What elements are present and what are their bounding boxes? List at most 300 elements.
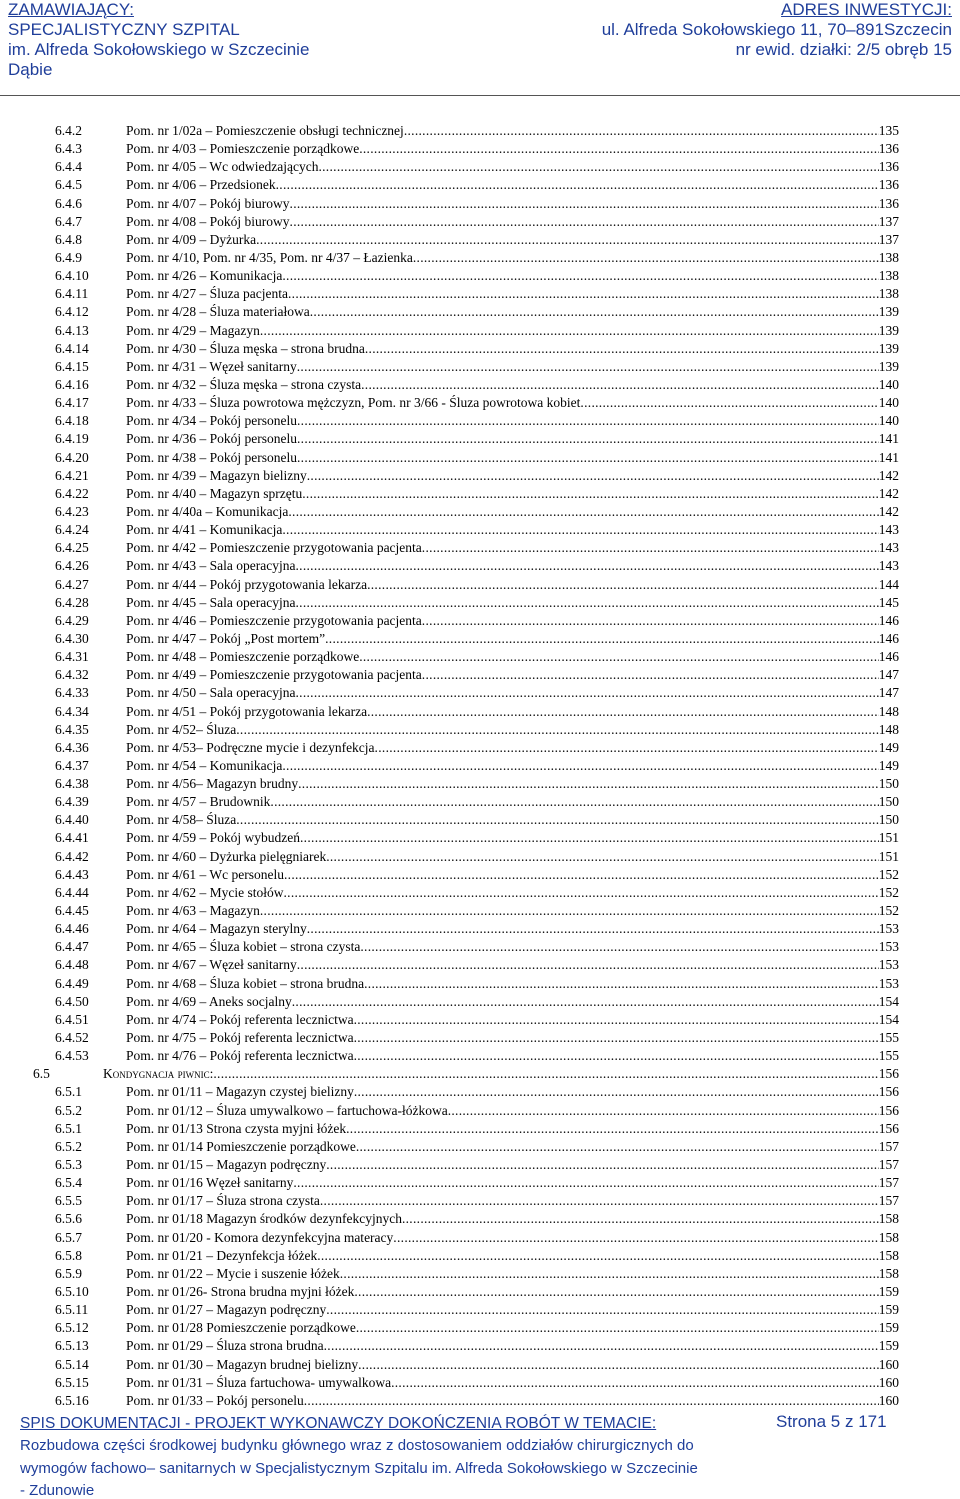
toc-entry-title: Pom. nr 4/45 – Sala operacyjna	[126, 594, 296, 610]
toc-entry-page: 156	[878, 1084, 899, 1100]
toc-entry[interactable]	[0, 1102, 960, 1120]
toc-entry-page: 152	[878, 866, 899, 882]
toc-entry-number: 6.4.21	[55, 467, 89, 483]
toc-entry-page: 151	[878, 830, 899, 846]
toc-entry-page: 138	[878, 268, 899, 284]
toc-entry-title: Pom. nr 4/64 – Magazyn sterylny	[126, 921, 307, 937]
toc-entry-number: 6.4.19	[55, 431, 89, 447]
toc-entry-page: 146	[878, 630, 899, 646]
toc-entry[interactable]	[0, 449, 960, 467]
header-client-name-2: im. Alfreda Sokołowskiego w Szczecinie	[8, 40, 310, 59]
toc-entry-number: 6.4.27	[55, 576, 89, 592]
toc-dot-leader	[354, 1029, 879, 1047]
toc-entry[interactable]	[0, 176, 960, 194]
toc-entry[interactable]	[0, 1337, 960, 1355]
toc-entry-title: Pom. nr 4/49 – Pomieszczenie przygotowania pacjenta	[126, 667, 422, 683]
toc-entry[interactable]	[0, 467, 960, 485]
toc-entry-page: 142	[878, 467, 899, 483]
toc-entry-page: 159	[878, 1320, 899, 1336]
toc-entry-number: 6.4.48	[55, 957, 89, 973]
toc-entry-page: 151	[878, 848, 899, 864]
toc-entry[interactable]	[0, 956, 960, 974]
toc-dot-leader	[284, 884, 879, 902]
toc-entry-title: Pom. nr 01/21 – Dezynfekcja łóżek	[126, 1247, 318, 1263]
toc-dot-leader	[236, 721, 879, 739]
toc-entry-number: 6.4.32	[55, 667, 89, 683]
toc-dot-leader	[402, 1210, 879, 1228]
toc-entry-page: 147	[878, 667, 899, 683]
toc-entry[interactable]	[0, 684, 960, 702]
header-client	[8, 0, 309, 80]
toc-entry-page: 136	[878, 141, 899, 157]
toc-entry[interactable]	[0, 322, 960, 340]
toc-entry-number: 6.5.9	[55, 1265, 82, 1281]
toc-dot-leader	[354, 1083, 879, 1101]
toc-dot-leader	[302, 485, 879, 503]
toc-entry[interactable]	[0, 1374, 960, 1392]
toc-entry-page: 149	[878, 757, 899, 773]
toc-entry[interactable]	[0, 539, 960, 557]
toc-entry[interactable]	[0, 213, 960, 231]
toc-entry-page: 156	[878, 1066, 899, 1082]
toc-entry[interactable]	[0, 811, 960, 829]
toc-dot-leader	[356, 1319, 879, 1337]
toc-entry-title: Pom. nr 4/60 – Dyżurka pielęgniarek	[126, 848, 327, 864]
toc-entry[interactable]	[0, 1083, 960, 1101]
toc-entry[interactable]	[0, 666, 960, 684]
toc-entry-number: 6.4.28	[55, 594, 89, 610]
toc-entry-page: 160	[878, 1392, 899, 1408]
toc-entry[interactable]	[0, 1283, 960, 1301]
toc-entry-page: 136	[878, 195, 899, 211]
toc-entry-page: 157	[878, 1157, 899, 1173]
toc-dot-leader	[325, 630, 879, 648]
toc-dot-leader	[360, 938, 878, 956]
toc-dot-leader	[270, 793, 878, 811]
toc-entry-title: Pom. nr 4/57 – Brudownik	[126, 794, 271, 810]
toc-entry-number: 6.4.5	[55, 177, 82, 193]
toc-dot-leader	[293, 1174, 878, 1192]
toc-entry-number: 6.4.14	[55, 340, 89, 356]
toc-entry-number: 6.4.10	[55, 268, 89, 284]
toc-entry-page: 148	[878, 703, 899, 719]
toc-dot-leader	[326, 1301, 879, 1319]
toc-entry-title: Pom. nr 4/67 – Węzeł sanitarny	[126, 957, 297, 973]
toc-entry[interactable]	[0, 1156, 960, 1174]
toc-entry-number: 6.4.2	[55, 123, 82, 138]
toc-dot-leader	[236, 811, 879, 829]
toc-entry-number: 6.4.6	[55, 195, 82, 211]
toc-entry-page: 138	[878, 249, 899, 265]
toc-dot-leader	[288, 285, 879, 303]
toc-entry-title: Pom. nr 4/32 – Śluza męska – strona czysta	[126, 376, 362, 392]
toc-entry[interactable]	[0, 975, 960, 993]
toc-entry-title: Pom. nr 4/30 – Śluza męska – strona brudna	[126, 340, 365, 356]
toc-dot-leader	[391, 1374, 879, 1392]
toc-dot-leader	[422, 612, 879, 630]
toc-entry[interactable]	[0, 1011, 960, 1029]
toc-entry-page: 139	[878, 322, 899, 338]
toc-dot-leader	[290, 195, 879, 213]
toc-dot-leader	[359, 648, 879, 666]
toc-entry[interactable]	[0, 376, 960, 394]
toc-entry-title: Kondygnacja piwnic:	[103, 1066, 214, 1082]
toc-entry[interactable]	[0, 1138, 960, 1156]
toc-entry-number: 6.4.23	[55, 503, 89, 519]
toc-entry-page: 136	[878, 159, 899, 175]
toc-entry-title: Pom. nr 4/06 – Przedsionek	[126, 177, 276, 193]
header-client-name: SPECJALISTYCZNY SZPITAL	[8, 20, 240, 39]
toc-entry-title: Pom. nr 4/31 – Węzeł sanitarny	[126, 358, 297, 374]
toc-entry-title: Pom. nr 4/36 – Pokój personelu	[126, 431, 297, 447]
toc-dot-leader	[367, 703, 879, 721]
header-client-label: ZAMAWIAJĄCY:	[8, 0, 134, 19]
toc-entry-number: 6.5.5	[55, 1193, 82, 1209]
toc-dot-leader	[375, 739, 879, 757]
toc-entry-page: 142	[878, 485, 899, 501]
toc-dot-leader	[256, 231, 879, 249]
toc-entry[interactable]	[0, 884, 960, 902]
toc-entry-page: 155	[878, 1030, 899, 1046]
toc-entry[interactable]	[0, 231, 960, 249]
toc-dot-leader	[404, 122, 879, 140]
toc-entry-title: Pom. nr 4/27 – Śluza pacjenta	[126, 286, 288, 302]
toc-entry-title: Pom. nr 4/62 – Mycie stołów	[126, 884, 284, 900]
toc-entry-page: 138	[878, 286, 899, 302]
toc-entry[interactable]	[0, 340, 960, 358]
toc-entry-page: 152	[878, 884, 899, 900]
toc-entry-page: 139	[878, 358, 899, 374]
toc-entry-number: 6.4.8	[55, 231, 82, 247]
toc-dot-leader	[367, 576, 879, 594]
toc-entry-title: Pom. nr 4/56– Magazyn brudny	[126, 776, 299, 792]
toc-entry[interactable]	[0, 866, 960, 884]
toc-entry-number: 6.4.37	[55, 757, 89, 773]
toc-entry-title: Pom. nr 4/03 – Pomieszczenie porządkowe	[126, 141, 360, 157]
toc-entry-number: 6.4.40	[55, 812, 89, 828]
toc-entry-page: 156	[878, 1120, 899, 1136]
toc-dot-leader	[354, 1283, 878, 1301]
toc-entry[interactable]	[0, 303, 960, 321]
toc-entry[interactable]	[0, 1047, 960, 1065]
toc-entry-page: 153	[878, 939, 899, 955]
toc-entry[interactable]	[0, 503, 960, 521]
toc-entry[interactable]	[0, 1120, 960, 1138]
toc-entry-page: 158	[878, 1211, 899, 1227]
toc-entry-number: 6.5.7	[55, 1229, 82, 1245]
toc-entry-title: Pom. nr 01/16 Węzeł sanitarny	[126, 1175, 294, 1191]
toc-entry-page: 155	[878, 1048, 899, 1064]
toc-entry-title: Pom. nr 4/26 – Komunikacja	[126, 268, 283, 284]
toc-entry[interactable]	[0, 1265, 960, 1283]
toc-dot-leader	[422, 539, 879, 557]
toc-entry[interactable]	[0, 993, 960, 1011]
toc-dot-leader	[282, 267, 878, 285]
header-address-street: ul. Alfreda Sokołowskiego 11, 70–891Szczecin	[601, 20, 952, 39]
toc-entry-title: Pom. nr 4/48 – Pomieszczenie porządkowe	[126, 649, 360, 665]
toc-dot-leader	[297, 358, 879, 376]
toc-entry[interactable]	[0, 521, 960, 539]
toc-entry-title: Pom. nr 01/29 – Śluza strona brudna	[126, 1338, 324, 1354]
toc-entry-number: 6.4.16	[55, 376, 89, 392]
header-address-plot: nr ewid. działki: 2/5 obręb 15	[735, 40, 952, 59]
toc-entry[interactable]	[0, 1065, 960, 1083]
toc-dot-leader	[300, 829, 879, 847]
toc-entry-title: Pom. nr 4/63 – Magazyn	[126, 903, 260, 919]
toc-entry-number: 6.4.42	[55, 848, 89, 864]
toc-entry-title: Pom. nr 01/26- Strona brudna myjni łóżek	[126, 1284, 355, 1299]
toc-dot-leader	[580, 394, 878, 412]
toc-dot-leader	[310, 303, 879, 321]
toc-entry[interactable]	[0, 1356, 960, 1374]
toc-dot-leader	[307, 920, 879, 938]
toc-entry-title: Pom. nr 4/47 – Pokój „Post mortem”	[126, 630, 326, 646]
toc-entry-title: Pom. nr 01/13 Strona czysta myjni łóżek	[126, 1120, 347, 1136]
toc-entry-page: 150	[878, 794, 899, 810]
toc-dot-leader	[297, 956, 879, 974]
toc-entry[interactable]	[0, 703, 960, 721]
toc-entry[interactable]	[0, 576, 960, 594]
toc-entry-title: Pom. nr 4/50 – Sala operacyjna	[126, 685, 296, 701]
toc-entry-title: Pom. nr 4/07 – Pokój biurowy	[126, 195, 290, 211]
toc-entry-page: 144	[878, 576, 899, 592]
toc-entry-page: 158	[878, 1229, 899, 1245]
toc-entry-number: 6.4.3	[55, 141, 82, 157]
toc-entry-number: 6.5.12	[55, 1320, 89, 1336]
toc-dot-leader	[361, 376, 879, 394]
toc-entry-page: 143	[878, 522, 899, 538]
toc-entry[interactable]	[0, 829, 960, 847]
toc-entry[interactable]	[0, 394, 960, 412]
toc-dot-leader	[365, 340, 879, 358]
toc-entry-number: 6.4.34	[55, 703, 89, 719]
toc-entry[interactable]	[0, 739, 960, 757]
toc-entry-title: Pom. nr 01/31 – Śluza fartuchowa- umywalkowa	[126, 1374, 392, 1390]
toc-entry-page: 160	[878, 1374, 899, 1390]
toc-entry-number: 6.4.9	[55, 249, 82, 265]
toc-entry[interactable]	[0, 1247, 960, 1265]
toc-dot-leader	[326, 1156, 879, 1174]
toc-entry-number: 6.5.10	[55, 1284, 89, 1299]
toc-entry-page: 137	[878, 231, 899, 247]
toc-entry-number: 6.4.51	[55, 1011, 89, 1027]
toc-entry[interactable]	[0, 267, 960, 285]
toc-entry-page: 153	[878, 975, 899, 991]
toc-entry[interactable]	[0, 1301, 960, 1319]
toc-entry-title: Pom. nr 4/61 – Wc personelu	[126, 866, 284, 882]
toc-entry-page: 136	[878, 177, 899, 193]
toc-dot-leader	[354, 1047, 879, 1065]
toc-entry-title: Pom. nr 4/75 – Pokój referenta lecznictwa	[126, 1030, 354, 1046]
toc-dot-leader	[354, 1011, 879, 1029]
toc-entry-number: 6.4.12	[55, 304, 89, 320]
toc-entry-page: 141	[878, 431, 899, 447]
toc-entry[interactable]	[0, 1029, 960, 1047]
toc-entry-title: Pom. nr 4/68 – Śluza kobiet – strona brudna	[126, 975, 365, 991]
toc-entry[interactable]	[0, 848, 960, 866]
toc-entry-number: 6.4.7	[55, 213, 82, 229]
toc-dot-leader	[295, 594, 878, 612]
toc-dot-leader	[282, 521, 878, 539]
toc-entry[interactable]	[0, 630, 960, 648]
toc-entry-title: Pom. nr 4/53– Podręczne mycie i dezynfekcja	[126, 739, 375, 755]
toc-dot-leader	[324, 1337, 879, 1355]
toc-dot-leader	[282, 757, 878, 775]
toc-entry-title: Pom. nr 4/69 – Aneks socjalny	[126, 993, 292, 1009]
toc-entry-page: 143	[878, 558, 899, 574]
toc-entry[interactable]	[0, 648, 960, 666]
toc-entry[interactable]	[0, 902, 960, 920]
toc-entry[interactable]	[0, 1392, 960, 1410]
toc-entry-number: 6.4.39	[55, 794, 89, 810]
footer-project-line-2: wymogów fachowo– sanitarnych w Specjalistycznym Szpitalu im. Alfreda Sokołowskiego w Szczecinie	[20, 1460, 698, 1477]
toc-entry[interactable]	[0, 1229, 960, 1247]
toc-entry[interactable]	[0, 594, 960, 612]
toc-entry-title: Pom. nr 4/34 – Pokój personelu	[126, 413, 297, 429]
toc-entry-number: 6.5.2	[55, 1102, 82, 1118]
toc-entry[interactable]	[0, 1210, 960, 1228]
toc-entry-title: Pom. nr 4/42 – Pomieszczenie przygotowania pacjenta	[126, 540, 422, 556]
footer-project-line-3: - Zdunowie	[20, 1482, 95, 1499]
toc-dot-leader	[413, 249, 879, 267]
toc-entry-number: 6.4.25	[55, 540, 89, 556]
toc-entry-page: 159	[878, 1302, 899, 1318]
toc-entry-number: 6.4.22	[55, 485, 89, 501]
toc-dot-leader	[340, 1265, 879, 1283]
toc-entry-title: Pom. nr 4/38 – Pokój personelu	[126, 449, 297, 465]
toc-dot-leader	[359, 140, 879, 158]
toc-entry-page: 159	[878, 1284, 899, 1299]
toc-entry[interactable]	[0, 122, 960, 140]
toc-entry-page: 143	[878, 540, 899, 556]
toc-dot-leader	[326, 848, 879, 866]
toc-entry-page: 150	[878, 812, 899, 828]
toc-entry-title: Pom. nr 4/33 – Śluza powrotowa mężczyzn, Pom. nr 3/66 - Śluza powrotowa kobiet	[126, 395, 581, 411]
toc-dot-leader	[292, 993, 879, 1011]
toc-entry[interactable]	[0, 412, 960, 430]
toc-dot-leader	[213, 1065, 878, 1083]
toc-entry-page: 158	[878, 1265, 899, 1281]
toc-dot-leader	[284, 866, 879, 884]
toc-entry-title: Pom. nr 4/59 – Pokój wybudzeń	[126, 830, 300, 846]
toc-entry-page: 140	[878, 376, 899, 392]
toc-entry-page: 154	[878, 993, 899, 1009]
toc-dot-leader	[422, 666, 879, 684]
toc-entry-title: Pom. nr 4/10, Pom. nr 4/35, Pom. nr 4/37 – Łazienka	[126, 249, 413, 265]
toc-entry-page: 137	[878, 213, 899, 229]
toc-entry-number: 6.4.46	[55, 921, 89, 937]
toc-entry-title: Pom. nr 01/17 – Śluza strona czysta	[126, 1193, 320, 1209]
toc-entry-title: Pom. nr 01/11 – Magazyn czystej bielizny	[126, 1084, 354, 1100]
toc-entry-number: 6.4.43	[55, 866, 89, 882]
toc-entry-number: 6.4.29	[55, 612, 89, 628]
toc-dot-leader	[295, 557, 878, 575]
toc-entry-page: 159	[878, 1338, 899, 1354]
toc-entry-page: 150	[878, 776, 899, 792]
toc-dot-leader	[290, 213, 879, 231]
toc-dot-leader	[448, 1102, 879, 1120]
toc-entry-title: Pom. nr 01/12 – Śluza umywalkowo – fartuchowa-łóżkowa	[126, 1102, 448, 1118]
toc-dot-leader	[297, 430, 879, 448]
toc-entry-title: Pom. nr 1/02a – Pomieszczenie obsługi technicznej	[126, 123, 404, 138]
table-of-contents	[0, 122, 960, 1410]
toc-entry-number: 6.4.17	[55, 395, 89, 411]
toc-entry-number: 6.5.6	[55, 1211, 82, 1227]
toc-entry[interactable]	[0, 158, 960, 176]
toc-entry-number: 6.4.38	[55, 776, 89, 792]
toc-entry-page: 149	[878, 739, 899, 755]
toc-dot-leader	[297, 412, 879, 430]
toc-entry-title: Pom. nr 4/44 – Pokój przygotowania lekarza	[126, 576, 368, 592]
toc-dot-leader	[346, 1120, 879, 1138]
toc-entry[interactable]	[0, 721, 960, 739]
toc-entry[interactable]	[0, 1192, 960, 1210]
toc-entry-title: Pom. nr 4/58– Śluza	[126, 812, 237, 828]
toc-dot-leader	[297, 449, 879, 467]
toc-dot-leader	[320, 1192, 879, 1210]
footer-project-line-1: Rozbudowa części środkowej budynku głównego wraz z dostosowaniem oddziałów chirurgicznych do	[20, 1437, 694, 1454]
toc-entry-number: 6.5.2	[55, 1138, 82, 1154]
toc-entry-number: 6.4.53	[55, 1048, 89, 1064]
toc-entry-title: Pom. nr 4/05 – Wc odwiedzających	[126, 159, 319, 175]
toc-entry-page: 140	[878, 395, 899, 411]
toc-dot-leader	[356, 1138, 879, 1156]
toc-dot-leader	[393, 1229, 878, 1247]
toc-dot-leader	[276, 176, 879, 194]
toc-entry[interactable]	[0, 793, 960, 811]
toc-entry-title: Pom. nr 01/14 Pomieszczenie porządkowe	[126, 1138, 356, 1154]
toc-entry-page: 153	[878, 957, 899, 973]
toc-entry-title: Pom. nr 01/33 – Pokój personelu	[126, 1392, 304, 1408]
toc-entry-number: 6.5.8	[55, 1247, 82, 1263]
toc-entry-page: 156	[878, 1102, 899, 1118]
toc-entry[interactable]	[0, 140, 960, 158]
toc-entry-page: 139	[878, 304, 899, 320]
toc-entry-page: 141	[878, 449, 899, 465]
toc-entry[interactable]	[0, 285, 960, 303]
toc-entry-page: 146	[878, 649, 899, 665]
toc-entry-number: 6.4.52	[55, 1030, 89, 1046]
toc-entry-number: 6.5.13	[55, 1338, 89, 1354]
toc-dot-leader	[288, 503, 878, 521]
toc-entry-number: 6.4.41	[55, 830, 89, 846]
toc-entry-title: Pom. nr 4/28 – Śluza materiałowa	[126, 304, 310, 320]
page-number: Strona 5 z 171	[776, 1412, 887, 1431]
toc-entry[interactable]	[0, 938, 960, 956]
toc-entry[interactable]	[0, 195, 960, 213]
toc-entry[interactable]	[0, 358, 960, 376]
toc-entry-page: 160	[878, 1356, 899, 1372]
toc-entry[interactable]	[0, 612, 960, 630]
toc-entry[interactable]	[0, 757, 960, 775]
toc-entry[interactable]	[0, 430, 960, 448]
toc-entry-title: Pom. nr 01/27 – Magazyn podręczny	[126, 1302, 327, 1318]
toc-entry[interactable]	[0, 1319, 960, 1337]
header-divider	[0, 95, 960, 96]
toc-entry-page: 154	[878, 1011, 899, 1027]
toc-entry-page: 157	[878, 1138, 899, 1154]
toc-entry-page: 157	[878, 1193, 899, 1209]
toc-entry-page: 153	[878, 921, 899, 937]
toc-entry[interactable]	[0, 485, 960, 503]
toc-entry-page: 140	[878, 413, 899, 429]
toc-entry[interactable]	[0, 557, 960, 575]
toc-entry[interactable]	[0, 775, 960, 793]
toc-entry-page: 148	[878, 721, 899, 737]
toc-entry[interactable]	[0, 920, 960, 938]
toc-entry[interactable]	[0, 1174, 960, 1192]
toc-entry[interactable]	[0, 249, 960, 267]
